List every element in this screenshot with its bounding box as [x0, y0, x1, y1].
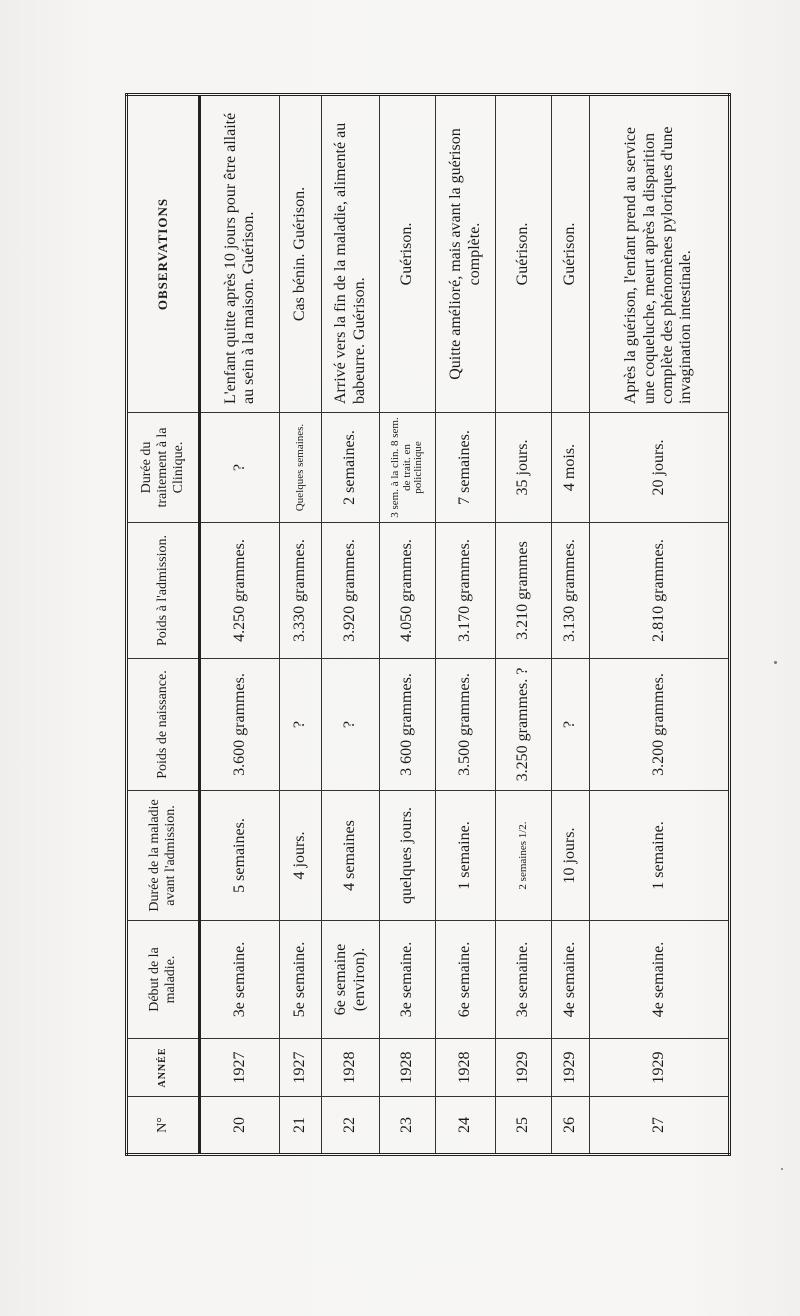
- cell-traitement: Quelques semaines.: [280, 413, 322, 523]
- cell-traitement: 35 jours.: [496, 413, 552, 523]
- cell-annee: 1929: [552, 1039, 590, 1097]
- cell-poids-naissance: ?: [322, 659, 380, 791]
- cell-traitement: 4 mois.: [552, 413, 590, 523]
- header-annee: ANNÉE: [127, 1039, 200, 1097]
- cell-observation: Cas bénin. Guérison.: [280, 95, 322, 413]
- table-row: [380, 95, 436, 1155]
- cell-annee: 1927: [280, 1039, 322, 1097]
- speck: [774, 661, 777, 664]
- table-row: [280, 95, 322, 1155]
- cell-duree: 1 semaine.: [436, 791, 496, 921]
- cell-annee: 1928: [436, 1039, 496, 1097]
- cell-poids-admission: 3.920 grammes.: [322, 523, 380, 659]
- cell-no: 20: [200, 1097, 280, 1155]
- cell-poids-naissance: 3.250 grammes. ?: [496, 659, 552, 791]
- header-observations: OBSERVATIONS: [127, 95, 200, 413]
- cell-debut: 3e semaine.: [496, 921, 552, 1039]
- cell-annee: 1928: [322, 1039, 380, 1097]
- header-poids-naissance: Poids de naissance.: [127, 659, 200, 791]
- header-duree-traitement: Durée du traitement à la Clinique.: [127, 413, 200, 523]
- header-duree-maladie: Durée de la maladie avant l'admission.: [127, 791, 200, 921]
- header-debut: Début de la maladie.: [127, 921, 200, 1039]
- cell-traitement: 2 semaines.: [322, 413, 380, 523]
- cell-poids-admission: 4.250 grammes.: [200, 523, 280, 659]
- cell-duree: 10 jours.: [552, 791, 590, 921]
- cell-duree: 4 jours.: [280, 791, 322, 921]
- cell-traitement: 3 sem. à la clin. 8 sem. de trait. en policlinique: [380, 413, 436, 523]
- cell-observation: L'enfant quitte après 10 jours pour être allaité au sein à la maison. Guérison.: [200, 95, 280, 413]
- table-row: [496, 95, 552, 1155]
- cell-poids-naissance: 3.600 grammes.: [200, 659, 280, 791]
- cell-duree: 5 semaines.: [200, 791, 280, 921]
- cell-poids-admission: 3.170 grammes.: [436, 523, 496, 659]
- table-row: [322, 95, 380, 1155]
- cell-duree: 1 semaine.: [590, 791, 730, 921]
- cell-no: 23: [380, 1097, 436, 1155]
- cell-debut: 6e semaine.: [436, 921, 496, 1039]
- cell-observation: Quitte amélioré, mais avant la guérison complète.: [436, 95, 496, 413]
- cell-annee: 1929: [590, 1039, 730, 1097]
- cell-annee: 1929: [496, 1039, 552, 1097]
- table-row: [552, 95, 590, 1155]
- cell-no: 26: [552, 1097, 590, 1155]
- cell-traitement: 7 semaines.: [436, 413, 496, 523]
- cell-poids-admission: 3.210 grammes: [496, 523, 552, 659]
- cell-annee: 1928: [380, 1039, 436, 1097]
- header-row: [127, 95, 200, 1155]
- header-no: N°: [127, 1097, 200, 1155]
- cell-annee: 1927: [200, 1039, 280, 1097]
- rotated-table-wrapper: [125, 96, 725, 1156]
- cell-no: 25: [496, 1097, 552, 1155]
- cell-poids-naissance: 3.200 grammes.: [590, 659, 730, 791]
- cell-traitement: ?: [200, 413, 280, 523]
- cell-debut: 3e semaine.: [380, 921, 436, 1039]
- table-row: [590, 95, 730, 1155]
- cell-poids-naissance: ?: [552, 659, 590, 791]
- cell-duree: 2 semaines 1/2.: [496, 791, 552, 921]
- cell-poids-naissance: ?: [280, 659, 322, 791]
- cell-debut: 6e semaine (environ).: [322, 921, 380, 1039]
- data-table: [125, 93, 731, 1156]
- cell-debut: 3e semaine.: [200, 921, 280, 1039]
- cell-poids-admission: 3.130 grammes.: [552, 523, 590, 659]
- cell-no: 22: [322, 1097, 380, 1155]
- table-row: [200, 95, 280, 1155]
- header-poids-admission: Poids à l'admission.: [127, 523, 200, 659]
- cell-debut: 5e semaine.: [280, 921, 322, 1039]
- cell-poids-admission: 4.050 grammes.: [380, 523, 436, 659]
- speck: [781, 1168, 783, 1170]
- cell-poids-admission: 3.330 grammes.: [280, 523, 322, 659]
- cell-observation: Guérison.: [496, 95, 552, 413]
- cell-debut: 4e semaine.: [590, 921, 730, 1039]
- cell-duree: 4 semaines: [322, 791, 380, 921]
- cell-observation: Guérison.: [552, 95, 590, 413]
- cell-poids-naissance: 3.500 grammes.: [436, 659, 496, 791]
- cell-traitement: 20 jours.: [590, 413, 730, 523]
- cell-observation: Après la guérison, l'enfant prend au service une coqueluche, meurt après la disparition complète des phénomènes pyloriques d'une invagination intestinale.: [590, 95, 730, 413]
- cell-observation: Guérison.: [380, 95, 436, 413]
- cell-no: 24: [436, 1097, 496, 1155]
- cell-duree: quelques jours.: [380, 791, 436, 921]
- cell-no: 27: [590, 1097, 730, 1155]
- cell-poids-naissance: 3 600 grammes.: [380, 659, 436, 791]
- cell-no: 21: [280, 1097, 322, 1155]
- cell-poids-admission: 2.810 grammes.: [590, 523, 730, 659]
- cell-debut: 4e semaine.: [552, 921, 590, 1039]
- table-row: [436, 95, 496, 1155]
- cell-observation: Arrivé vers la fin de la maladie, alimenté au babeurre. Guérison.: [322, 95, 380, 413]
